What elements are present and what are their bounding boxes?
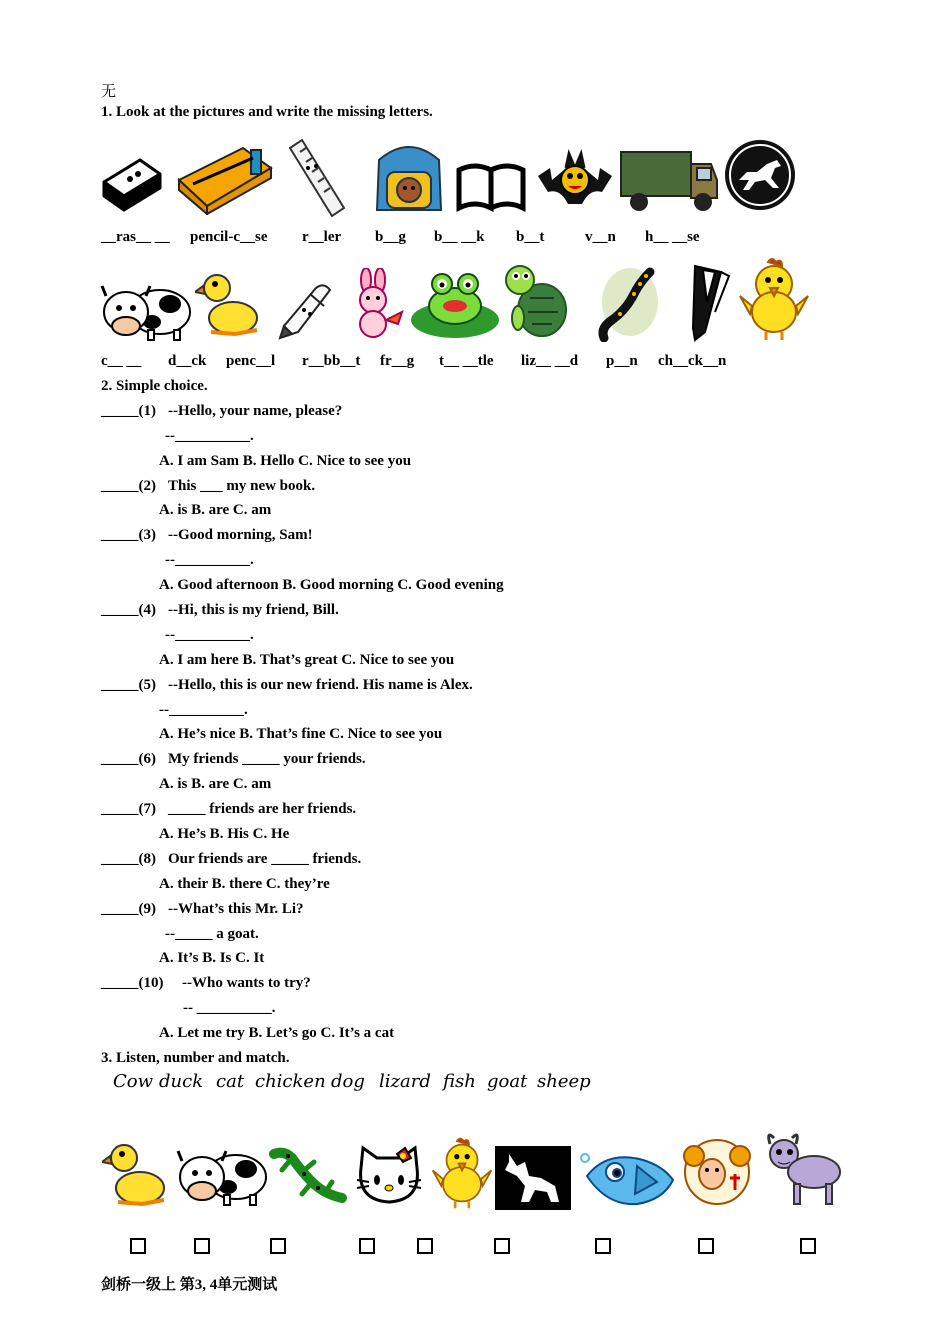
word-dog: dog: [331, 1071, 365, 1092]
word-blank: b__ __k: [434, 229, 485, 245]
section3-title: 3. Listen, number and match.: [101, 1050, 290, 1066]
question-number: _____(10): [101, 975, 164, 991]
goat-icon: [764, 1128, 842, 1210]
match-checkbox[interactable]: [494, 1238, 510, 1254]
section1-title: 1. Look at the pictures and write the missing letters.: [101, 104, 433, 120]
lizard-icon: [590, 262, 662, 342]
pencil-case-icon: [173, 140, 278, 215]
question-options: A. He’s nice B. That’s fine C. Nice to see you: [159, 726, 443, 742]
chicken-icon: [738, 256, 810, 342]
question-options: A. Let me try B. Let’s go C. It’s a cat: [159, 1025, 395, 1041]
cow-icon: [100, 280, 192, 342]
question-reply: --__________.: [165, 627, 254, 643]
question-number: _____(3): [101, 527, 156, 543]
question-prompt: --What’s this Mr. Li?: [168, 901, 304, 917]
question-number: _____(2): [101, 478, 156, 494]
question-options: A. It’s B. Is C. It: [159, 950, 265, 966]
match-checkbox[interactable]: [698, 1238, 714, 1254]
question-prompt: Our friends are _____ friends.: [168, 851, 362, 867]
question-prompt: --Hi, this is my friend, Bill.: [168, 602, 339, 618]
question-options: A. I am Sam B. Hello C. Nice to see you: [159, 453, 412, 469]
eraser-icon: [100, 152, 162, 212]
word-duck: duck: [159, 1071, 204, 1092]
question-number: _____(1): [101, 403, 156, 419]
question-prompt: --Good morning, Sam!: [168, 527, 313, 543]
question-prompt: --Hello, this is our new friend. His name is Alex.: [168, 677, 473, 693]
question-number: _____(9): [101, 901, 156, 917]
word-blank: b__t: [516, 229, 545, 245]
question-options: A. I am here B. That’s great C. Nice to see you: [159, 652, 455, 668]
word-blank: pencil-c__se: [190, 229, 268, 245]
word-blank: fr__g: [380, 353, 415, 369]
word-blank: ch__ck__n: [658, 353, 727, 369]
van-icon: [619, 146, 719, 214]
word-blank: d__ck: [168, 353, 207, 369]
question-prompt: This ___ my new book.: [168, 478, 316, 494]
pencil-icon: [276, 280, 334, 340]
question-reply: --__________.: [165, 552, 254, 568]
ruler-icon: [286, 138, 346, 218]
book-icon: [455, 160, 527, 212]
frog-icon: [410, 268, 500, 340]
word-blank: liz__ __d: [521, 353, 579, 369]
question-reply: --__________.: [159, 702, 248, 718]
word-blank: penc__l: [226, 353, 276, 369]
lizard-icon: [268, 1142, 348, 1210]
section2-title: 2. Simple choice.: [101, 378, 208, 394]
bat-icon: [536, 146, 614, 212]
question-reply: --__________.: [165, 428, 254, 444]
question-options: A. He’s B. His C. He: [159, 826, 290, 842]
word-fish: fish: [443, 1071, 476, 1092]
word-cow: Cow: [113, 1071, 154, 1092]
question-number: _____(6): [101, 751, 156, 767]
word-cat: cat: [216, 1071, 245, 1092]
cat-icon: [355, 1144, 423, 1208]
question-options: A. their B. there C. they’re: [159, 876, 330, 892]
pen-icon: [681, 262, 731, 342]
question-reply: -- __________.: [183, 1000, 276, 1016]
match-checkbox[interactable]: [417, 1238, 433, 1254]
dog-icon: [495, 1146, 571, 1210]
question-options: A. is B. are C. am: [159, 776, 272, 792]
question-number: _____(7): [101, 801, 156, 817]
turtle-icon: [502, 262, 568, 340]
footer-title: 剑桥一级上 第3, 4单元测试: [101, 1277, 278, 1293]
match-checkbox[interactable]: [194, 1238, 210, 1254]
duck-icon: [102, 1138, 168, 1210]
match-checkbox[interactable]: [359, 1238, 375, 1254]
question-number: _____(4): [101, 602, 156, 618]
word-blank: b__g: [375, 229, 406, 245]
word-blank: h__ __se: [645, 229, 700, 245]
header-mark: 无: [101, 84, 117, 100]
word-blank: __ras__ __: [101, 229, 170, 245]
word-blank: c__ __: [101, 353, 142, 369]
question-reply: --_____ a goat.: [165, 926, 259, 942]
question-prompt: --Who wants to try?: [182, 975, 311, 991]
word-lizard: lizard: [379, 1071, 431, 1092]
question-options: A. Good afternoon B. Good morning C. Good evening: [159, 577, 504, 593]
bag-icon: [369, 138, 449, 216]
match-checkbox[interactable]: [270, 1238, 286, 1254]
word-chicken: chicken: [255, 1071, 326, 1092]
match-checkbox[interactable]: [595, 1238, 611, 1254]
match-checkbox[interactable]: [800, 1238, 816, 1254]
word-blank: t__ __tle: [439, 353, 494, 369]
word-sheep: sheep: [537, 1071, 591, 1092]
word-goat: goat: [487, 1071, 528, 1092]
cow-icon: [176, 1142, 268, 1210]
question-options: A. is B. are C. am: [159, 502, 272, 518]
question-number: _____(5): [101, 677, 156, 693]
rabbit-icon: [342, 268, 408, 340]
duck-icon: [195, 268, 261, 340]
chicken-icon: [431, 1134, 493, 1212]
sheep-icon: [680, 1134, 754, 1210]
question-prompt: My friends _____ your friends.: [168, 751, 366, 767]
fish-icon: [577, 1146, 677, 1212]
question-number: _____(8): [101, 851, 156, 867]
question-prompt: --Hello, your name, please?: [168, 403, 343, 419]
horse-icon: [723, 138, 797, 212]
word-blank: p__n: [606, 353, 638, 369]
word-blank: r__bb__t: [302, 353, 361, 369]
match-checkbox[interactable]: [130, 1238, 146, 1254]
word-blank: v__n: [585, 229, 616, 245]
word-blank: r__ler: [302, 229, 342, 245]
question-prompt: _____ friends are her friends.: [168, 801, 357, 817]
